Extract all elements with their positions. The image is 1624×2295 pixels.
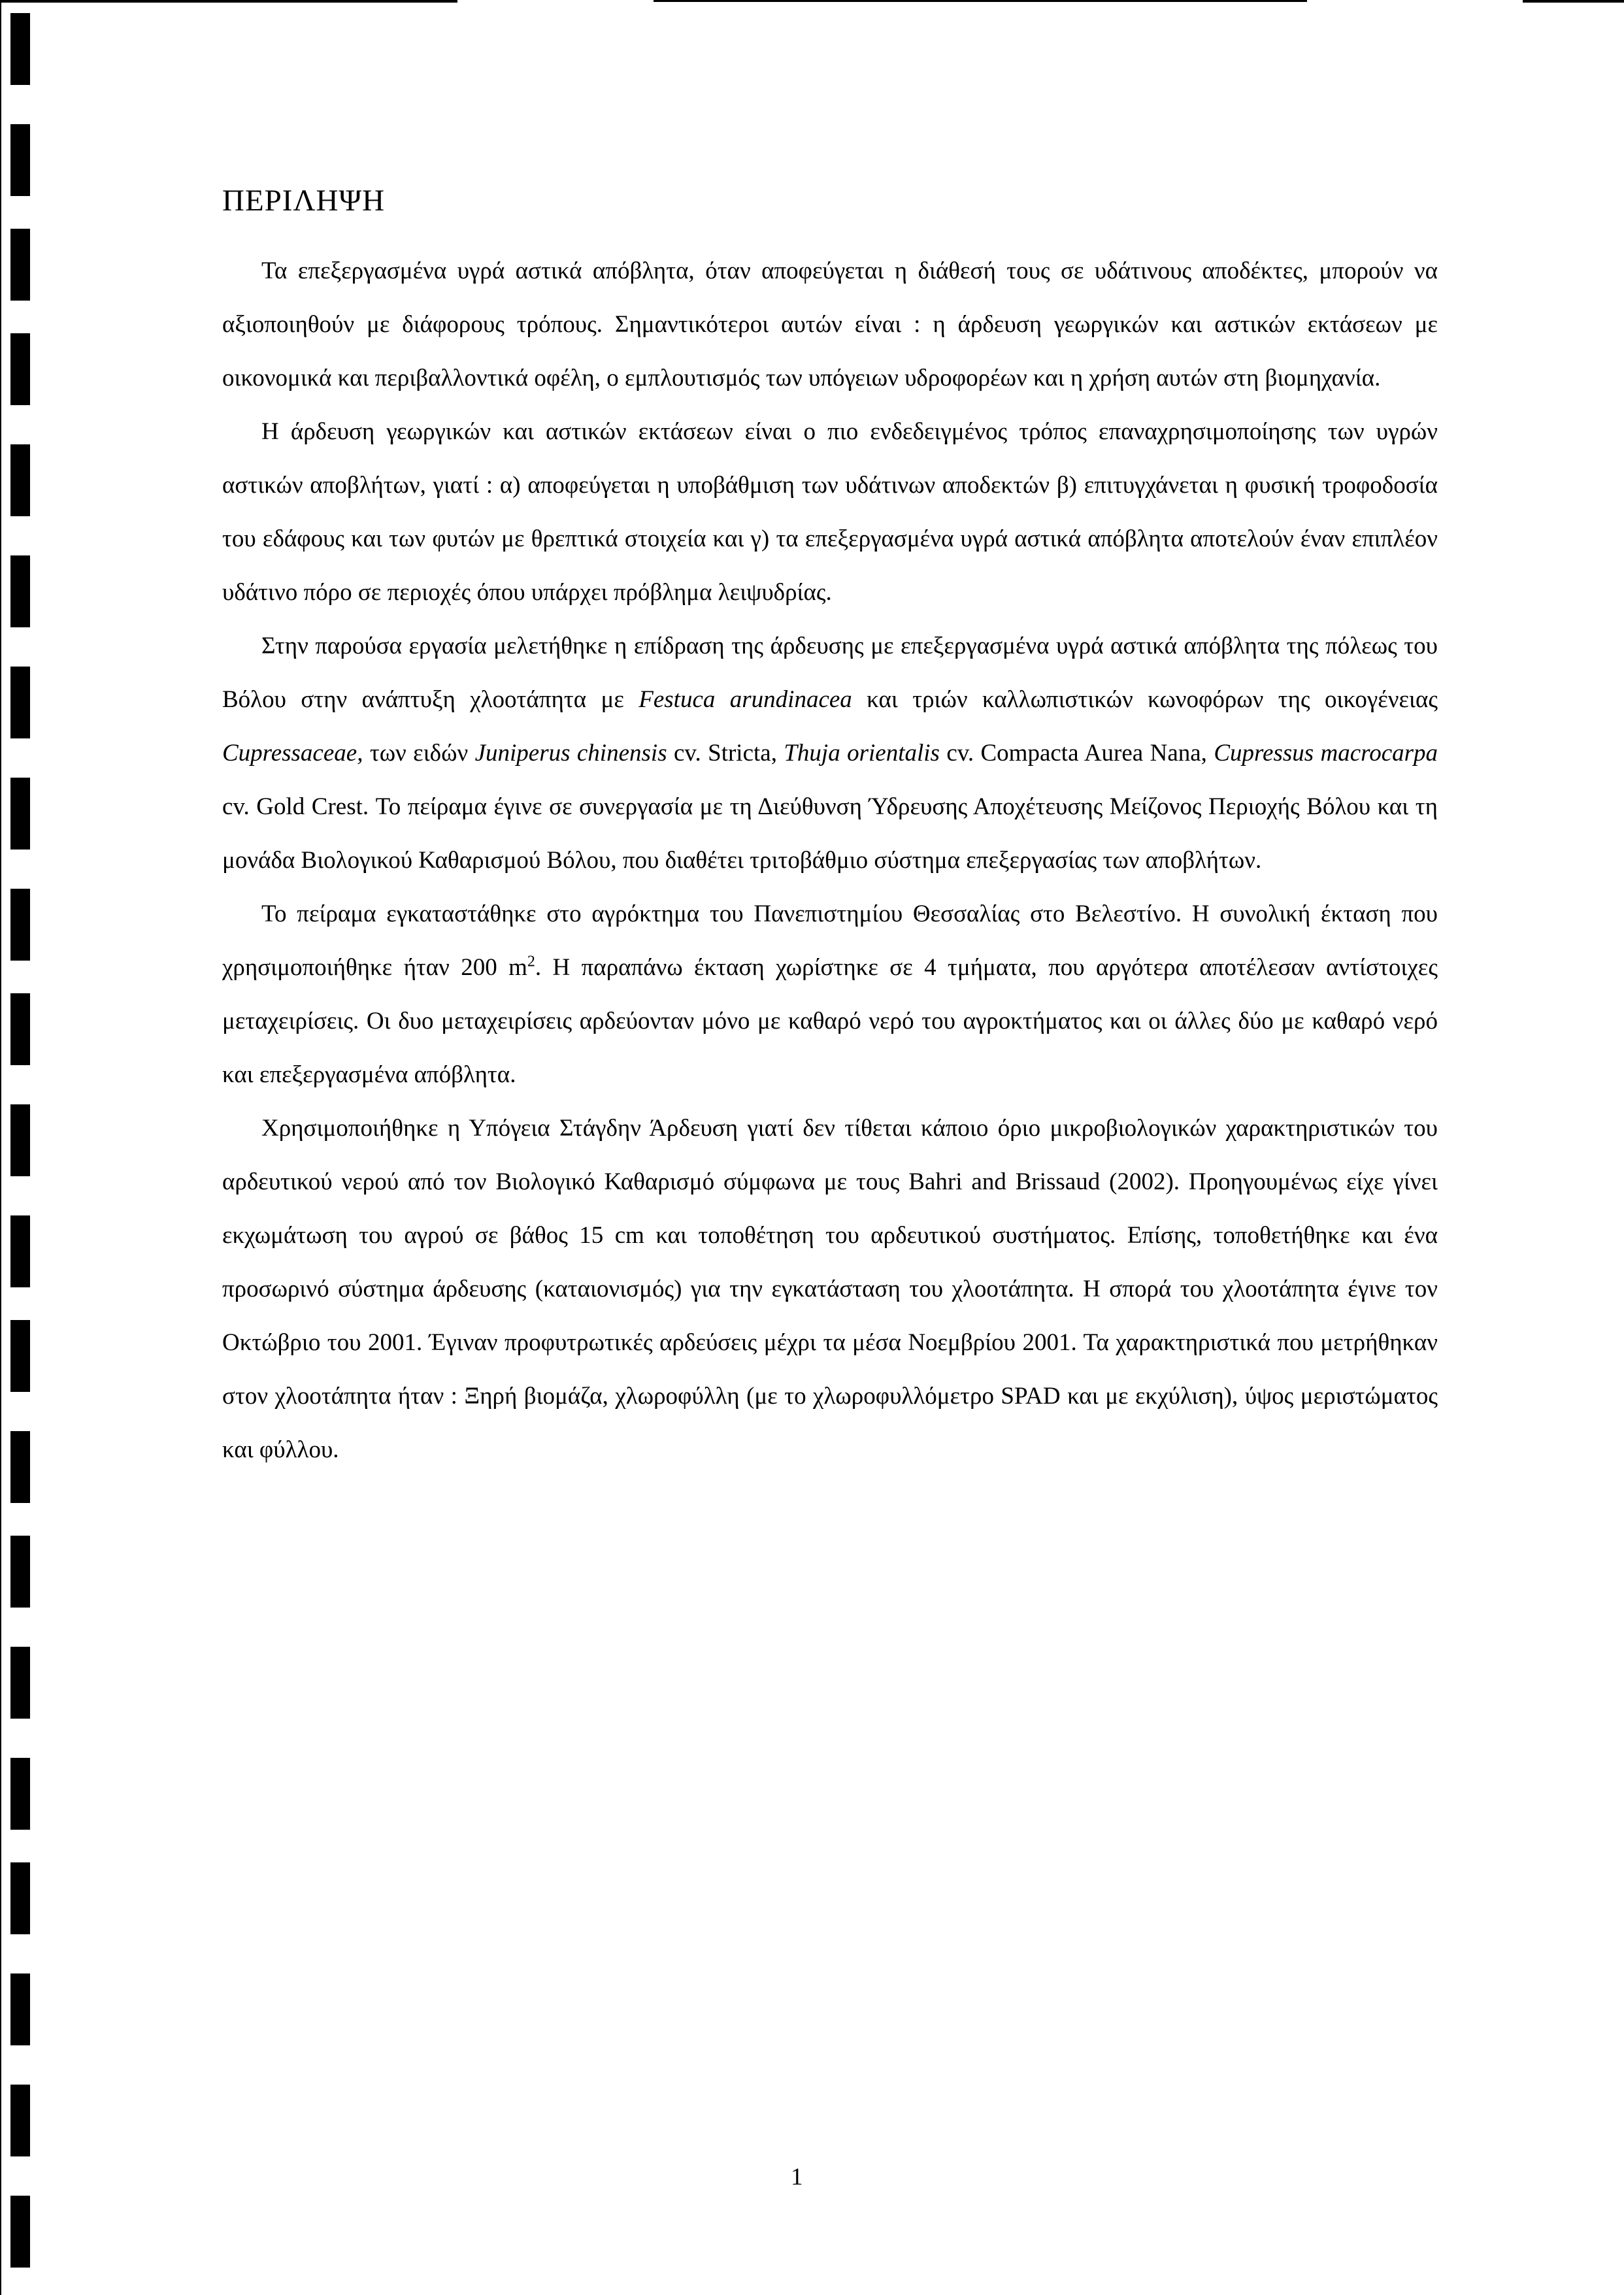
paragraph [222, 619, 1438, 887]
paragraph [222, 887, 1438, 1102]
paragraph [222, 405, 1438, 619]
text-run: και τριών καλλωπιστικών κωνοφόρων της οικογένειας [852, 686, 1438, 713]
scan-edge-mark [10, 778, 30, 850]
text-run: cv. Compacta Aurea Nana, [939, 740, 1214, 767]
scan-edge-top-right [1523, 0, 1624, 3]
scan-edge-top-left [0, 0, 457, 3]
italic-text: Thuja orientalis [784, 740, 940, 767]
scan-edge-mark [10, 1973, 30, 2045]
text-run: cv. Gold Crest. Το πείραμα έγινε σε συνεργασία με τη Διεύθυνση Ύδρευσης Αποχέτευσης Μείζονος Περιοχής Βόλου και τη μονάδα Βιολογικού Καθαρισμού Βόλου, που διαθέτει τριτοβάθμιο σύστημα επεξεργασίας των αποβλήτων. [222, 793, 1438, 874]
text-run: Στην παρούσα εργασία μελετήθηκε η επίδραση της άρδευσης με επεξεργασμένα υγρά αστικά απόβλητα της πόλεως του Βόλου στην ανάπτυξη χλοοτάπητα με [222, 633, 1438, 713]
scan-edge-mark [10, 444, 30, 516]
text-run: Χρησιμοποιήθηκε η Υπόγεια Στάγδην Άρδευση γιατί δεν τίθεται κάποιο όριο μικροβιολογικών χαρακτηριστικών του αρδευτικού νερού από τον Βιολογικό Καθαρισμό σύμφωνα με τους Bahri and Brissaud (2002). Προηγουμένως είχε γίνει εκχωμάτωση του αγρού σε βάθος 15 cm και τοποθέτηση του αρδευτικού συστήματος. Επίσης, τοποθετήθηκε και ένα προσωρινό σύστημα άρδευσης (καταιονισμός) για την εγκατάσταση του χλοοτάπητα. Η σπορά του χλοοτάπητα έγινε τον Οκτώβριο του 2001. Έγιναν προφυτρωτικές αρδεύσεις μέχρι τα μέσα Νοεμβρίου 2001. Τα χαρακτηριστικά που μετρήθηκαν στον χλοοτάπητα ήταν : Ξηρή βιομάζα, χλωροφύλλη (με το χλωροφυλλόμετρο SPAD και με εκχύλιση), ύψος μεριστώματος και φύλλου. [222, 1115, 1438, 1463]
scan-edge-mark [10, 1320, 30, 1392]
scan-edge-mark [10, 1862, 30, 1934]
scan-edge-mark [10, 2196, 30, 2268]
page-title: ΠΕΡΙΛΗΨΗ [222, 184, 386, 218]
scan-edge-mark [10, 2085, 30, 2156]
paragraph [222, 1102, 1438, 1477]
scan-edge-mark [10, 993, 30, 1065]
scan-edge-mark [10, 333, 30, 405]
italic-text: Cupressus macrocarpa [1214, 740, 1438, 767]
text-run: Τα επεξεργασμένα υγρά αστικά απόβλητα, όταν αποφεύγεται η διάθεσή τους σε υδάτινους αποδέκτες, μπορούν να αξιοποιηθούν με διάφορους τρόπους. Σημαντικότεροι αυτών είναι : η άρδευση γεωργικών και αστικών εκτάσεων με οικονομικά και περιβαλλοντικά οφέλη, ο εμπλουτισμός των υπόγειων υδροφορέων και η χρήση αυτών στη βιομηχανία. [222, 257, 1438, 391]
scan-edge-top-mid [654, 0, 1307, 2]
scan-edge-mark [10, 1431, 30, 1503]
text-run: Η άρδευση γεωργικών και αστικών εκτάσεων είναι ο πιο ενδεδειγμένος τρόπος επαναχρησιμοποίησης των υγρών αστικών αποβλήτων, γιατί : α) αποφεύγεται η υποβάθμιση των υδάτινων αποδεκτών β) επιτυγχάνεται η φυσική τροφοδοσία του εδάφους και των φυτών με θρεπτικά στοιχεία και γ) τα επεξεργασμένα υγρά αστικά απόβλητα αποτελούν έναν επιπλέον υδάτινο πόρο σε περιοχές όπου υπάρχει πρόβλημα λειψυδρίας. [222, 418, 1438, 606]
scan-edge-mark [10, 1647, 30, 1719]
text-run: των ειδών [363, 740, 475, 767]
text-run: . Η παραπάνω έκταση χωρίστηκε σε 4 τμήματα, που αργότερα αποτέλεσαν αντίστοιχες μεταχειρίσεις. Οι δυο μεταχειρίσεις αρδεύονταν μόνο με καθαρό νερό του αγροκτήματος και οι άλλες δύο με καθαρό νερό και επεξεργασμένα απόβλητα. [222, 954, 1438, 1088]
italic-text: Juniperus chinensis [474, 740, 667, 767]
scan-edge-mark [10, 1536, 30, 1608]
paragraphs-container [222, 244, 1438, 1477]
scan-edge-mark [10, 555, 30, 627]
scan-edge-mark [10, 1215, 30, 1287]
text-run: cv. Stricta, [667, 740, 784, 767]
scan-edge-mark [10, 13, 30, 85]
italic-text: Cupressaceae, [222, 740, 363, 767]
document-body [222, 183, 1438, 1477]
scan-edge-mark [10, 229, 30, 301]
scan-edge-mark [10, 124, 30, 196]
scan-edge-mark [10, 667, 30, 738]
scan-edge-mark [10, 1758, 30, 1830]
scan-edge-left-strip [0, 0, 1, 2295]
scan-edge-mark [10, 889, 30, 961]
page-number: 1 [791, 2164, 803, 2190]
scan-edge-mark [10, 1104, 30, 1176]
text-run: Το πείραμα εγκαταστάθηκε στο αγρόκτημα του Πανεπιστημίου Θεσσαλίας στο Βελεστίνο. Η συνολική έκταση που χρησιμοποιήθηκε ήταν 200 m [222, 900, 1438, 981]
paragraph [222, 244, 1438, 405]
superscript: 2 [527, 953, 535, 970]
italic-text: Festuca arundinacea [638, 686, 852, 713]
